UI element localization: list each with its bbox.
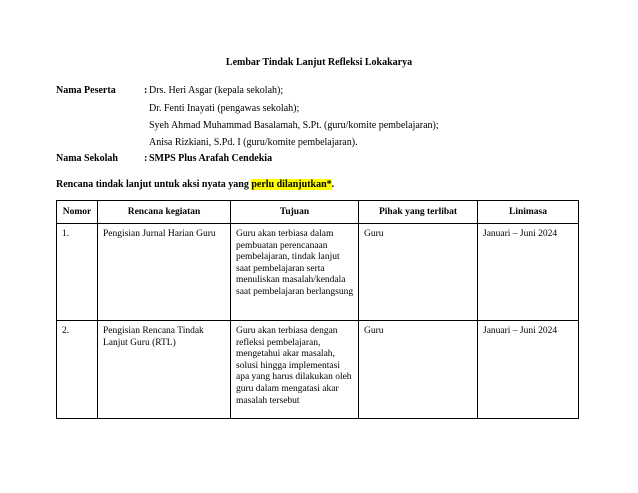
plan-suffix: . (331, 179, 335, 190)
plan-highlight: perlu dilanjutkan* (251, 179, 332, 190)
header-rencana-kegiatan: Rencana kegiatan (98, 201, 231, 224)
school-colon: : (144, 153, 148, 164)
cell-pihak: Guru (359, 224, 478, 321)
participants-colon: : (144, 85, 148, 96)
header-linimasa: Linimasa (478, 201, 579, 224)
table-row (57, 321, 579, 419)
cell-tujuan: Guru akan terbiasa dalam pembuatan perencanaan pembelajaran, tindak lanjut saat pembelajaran serta menuliskan masalah/kendala saat pembelajaran berlangsung (231, 224, 359, 321)
participant-3: Syeh Ahmad Muhammad Basalamah, S.Pt. (guru/komite pembelajaran); (149, 120, 439, 131)
document-title: Lembar Tindak Lanjut Refleksi Lokakarya (225, 57, 413, 68)
cell-linimasa: Januari – Juni 2024 (478, 321, 579, 419)
header-pihak-terlibat: Pihak yang terlibat (359, 201, 478, 224)
cell-linimasa: Januari – Juni 2024 (478, 224, 579, 321)
cell-tujuan: Guru akan terbiasa dengan refleksi pembelajaran, mengetahui akar masalah, solusi hingga implementasi apa yang harus dilakukan oleh guru dalam mengatasi akar masalah tersebut (231, 321, 359, 419)
cell-nomor: 2. (57, 321, 98, 419)
cell-kegiatan: Pengisian Rencana Tindak Lanjut Guru (RTL) (98, 321, 231, 419)
cell-pihak: Guru (359, 321, 478, 419)
participant-2: Dr. Fenti Inayati (pengawas sekolah); (149, 103, 300, 114)
cell-nomor: 1. (57, 224, 98, 321)
cell-kegiatan: Pengisian Jurnal Harian Guru (98, 224, 231, 321)
plan-prefix: Rencana tindak lanjut untuk aksi nyata yang (56, 179, 252, 190)
header-nomor: Nomor (57, 201, 98, 224)
plan-heading (56, 179, 334, 190)
participant-1: Drs. Heri Asgar (kepala sekolah); (149, 85, 284, 96)
school-name: SMPS Plus Arafah Cendekia (149, 153, 273, 164)
school-label: Nama Sekolah (56, 153, 118, 164)
table-row (57, 224, 579, 321)
participant-4: Anisa Rizkiani, S.Pd. I (guru/komite pembelajaran). (149, 137, 358, 148)
action-plan-table (56, 200, 579, 419)
participants-label: Nama Peserta (56, 85, 116, 96)
table-header-row (57, 201, 579, 224)
header-tujuan: Tujuan (231, 201, 359, 224)
